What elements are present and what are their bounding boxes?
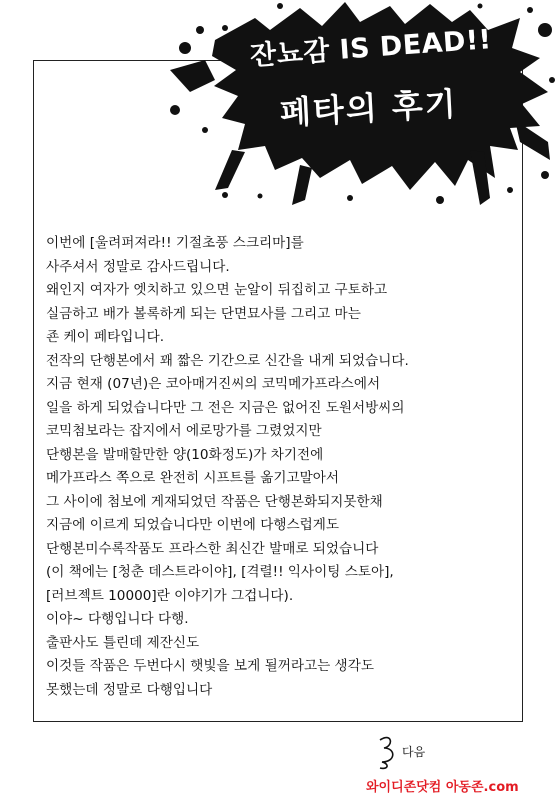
text-line: (이 책에는 [청춘 데스트라이야], [격렬!! 익사이팅 스토아],: [46, 564, 394, 580]
text-line: 지금에 이르게 되었습니다만 이번에 다행스럽게도: [46, 517, 340, 533]
text-line: 이야~ 다행입니다 다행.: [46, 611, 189, 627]
text-line: 못했는데 정말로 다행입니다: [46, 681, 213, 698]
text-line: 이것들 작품은 두번다시 햇빛을 보게 될꺼라고는 생각도: [46, 658, 374, 674]
text-line: 출판사도 틀린데 제잔신도: [46, 634, 200, 651]
text-line: 왜인지 여자가 엣치하고 있으면 눈알이 뒤집히고 구토하고: [46, 282, 388, 298]
text-line: 죤 케이 페타입니다.: [46, 329, 165, 345]
text-line: 그 사이에 첨보에 게재되었던 작품은 단행본화되지못한채: [46, 493, 383, 510]
text-line: 사주셔서 정말로 감사드립니다.: [46, 258, 230, 275]
text-line: 일을 하게 되었습니다만 그 전은 지금은 없어진 도원서방씨의: [46, 399, 405, 416]
text-line: 지금 현재 (07년)은 코아매거진씨의 코믹메가프라스에서: [46, 376, 381, 392]
text-line: 전작의 단행본에서 꽤 짧은 기간으로 신간을 내게 되었습니다.: [46, 352, 409, 369]
text-line: [러브젝트 10000]란 이야기가 그겁니다).: [46, 587, 294, 604]
title-line-2: 페타의 후기: [279, 84, 459, 132]
text-line: 이번에 [울려퍼져라!! 기절초풍 스크리마]를: [46, 235, 304, 251]
afterword-text: [46, 232, 521, 702]
watermark: 와이디존닷컴 아동존.com: [366, 780, 519, 795]
title-line-1: 잔뇨감 IS DEAD!!: [249, 24, 493, 72]
text-line: 실금하고 배가 볼록하게 되는 단면묘사를 그리고 마는: [46, 305, 361, 322]
next-page-label: 다음: [402, 745, 426, 759]
text-line: 메가프라스 쪽으로 완전히 시프트를 옮기고말아서: [46, 470, 340, 486]
text-line: 코믹첨보라는 잡지에서 에로망가를 그렸었지만: [46, 423, 322, 439]
text-line: 단행본미수록작품도 프라스한 최신간 발매로 되었습니다: [46, 540, 379, 557]
text-line: 단행본을 발매할만한 양(10화정도)가 차기전에: [46, 446, 324, 463]
